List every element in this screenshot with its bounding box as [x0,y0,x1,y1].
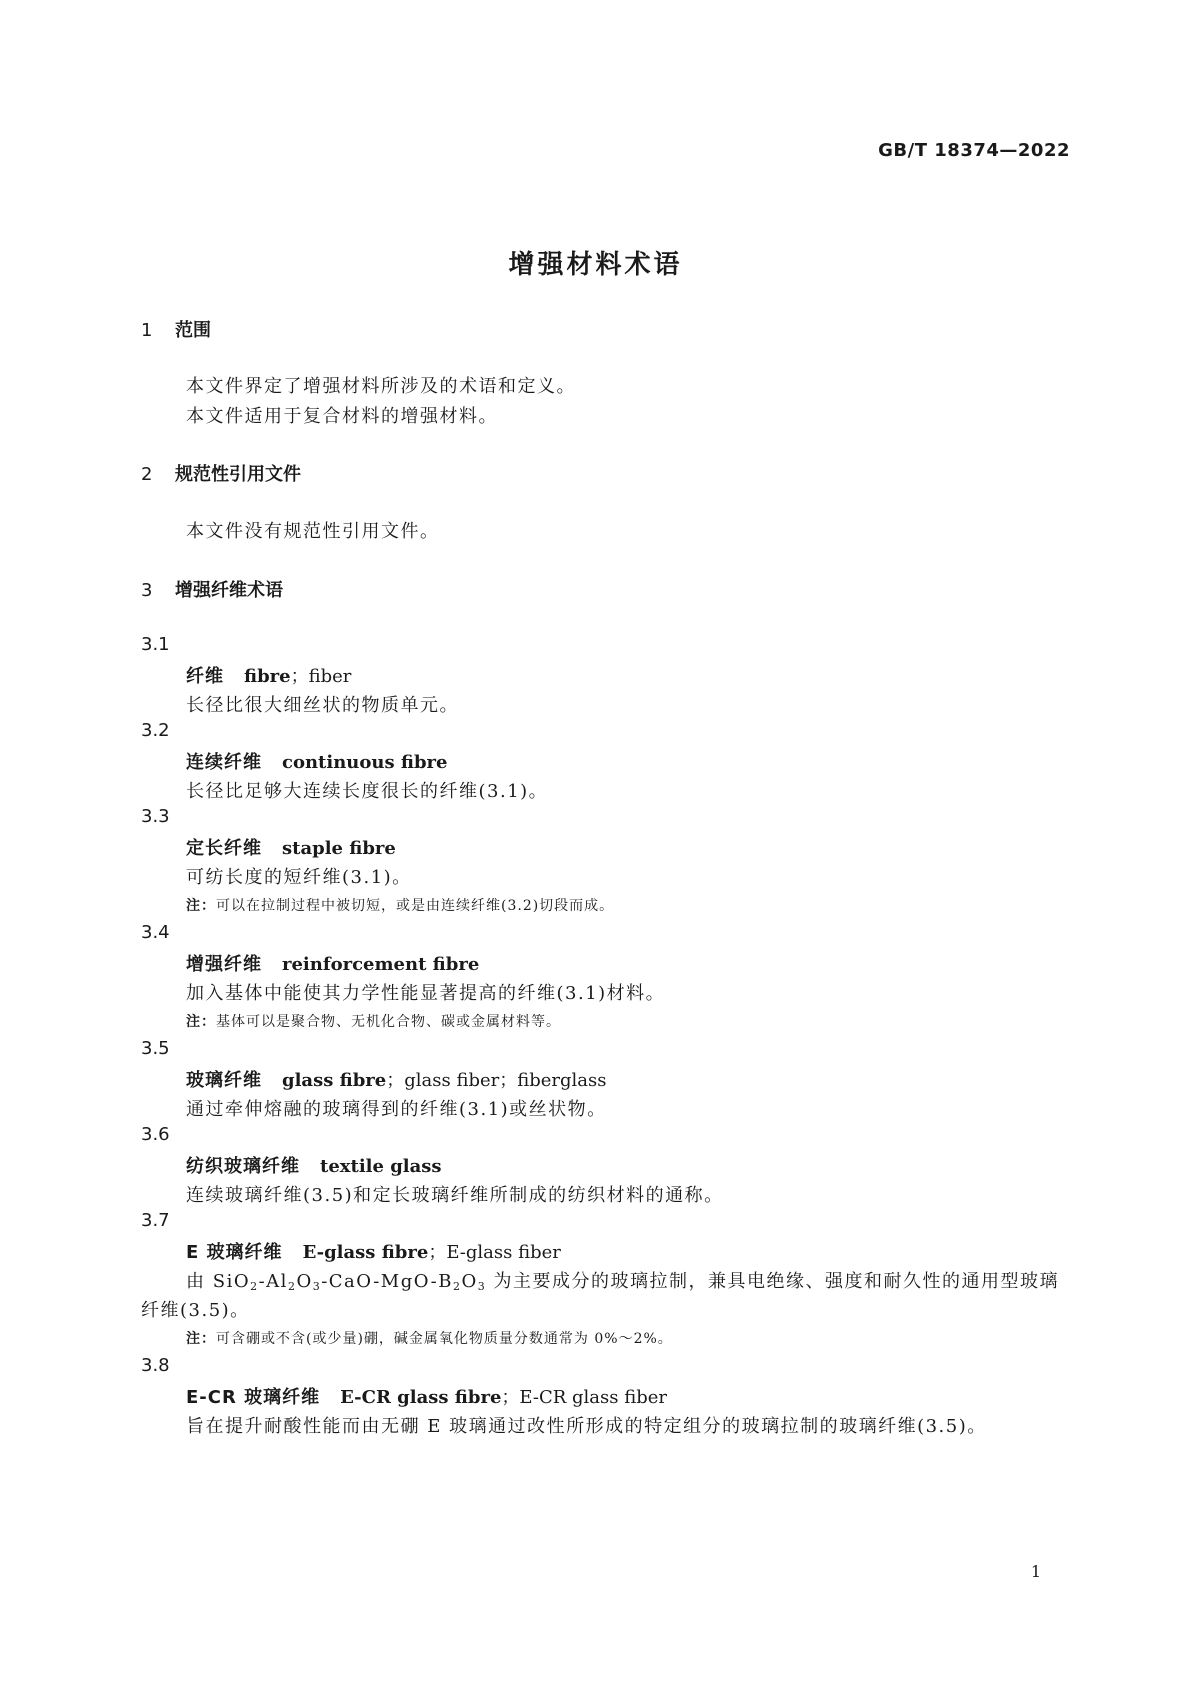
term-entry [186,662,351,688]
term-entry [186,748,447,774]
term-number: 3.7 [141,1210,170,1231]
term-alt: ；E-glass fiber [428,1242,561,1263]
term-entry [186,1152,442,1178]
section-number: 3 [141,580,153,601]
section-title: 范围 [175,320,211,341]
term-entry [186,834,396,860]
term-en: continuous fibre [282,752,448,773]
term-en: staple fibre [282,838,396,859]
term-alt: ；glass fiber；fiberglass [386,1070,607,1091]
term-en: reinforcement fibre [282,954,480,975]
term-definition: 旨在提升耐酸性能而由无硼 E 玻璃通过改性所形成的特定组分的玻璃拉制的玻璃纤维(3.5)。 [186,1416,987,1437]
section-1-heading [141,316,211,342]
term-definition: 连续玻璃纤维(3.5)和定长玻璃纤维所制成的纺织材料的通称。 [186,1185,724,1206]
document-title: 增强材料术语 [508,250,683,280]
term-number: 3.5 [141,1038,170,1059]
note-text: 基体可以是聚合物、无机化合物、碳或金属材料等。 [216,1014,561,1030]
term-number: 3.1 [141,634,170,655]
term-definition [186,1267,1059,1293]
term-definition: 长径比很大细丝状的物质单元。 [186,695,459,716]
term-zh: 增强纤维 [186,954,262,975]
term-zh: E 玻璃纤维 [186,1242,283,1263]
note-label: 注： [186,898,216,914]
standard-code: GB/T 18374—2022 [878,140,1070,161]
definition-text: 为主要成分的玻璃拉制，兼具电绝缘、强度和耐久性的通用型玻璃 [486,1271,1059,1292]
term-zh: 定长纤维 [186,838,262,859]
term-number: 3.4 [141,922,170,943]
term-en: glass fibre [282,1070,387,1091]
term-en: textile glass [320,1156,442,1177]
definition-text: 由 [186,1271,213,1292]
term-definition: 长径比足够大连续长度很长的纤维(3.1)。 [186,781,549,802]
section-title: 规范性引用文件 [175,464,301,485]
term-alt: ；E-CR glass fiber [501,1387,668,1408]
section-title: 增强纤维术语 [175,580,283,601]
term-number: 3.3 [141,806,170,827]
term-zh: 连续纤维 [186,752,262,773]
section-2-heading [141,460,301,486]
term-zh: 玻璃纤维 [186,1070,262,1091]
section-3-heading [141,576,283,602]
section-number: 1 [141,320,153,341]
term-number: 3.6 [141,1124,170,1145]
term-definition: 加入基体中能使其力学性能显著提高的纤维(3.1)材料。 [186,983,666,1004]
term-number: 3.2 [141,720,170,741]
paragraph: 本文件没有规范性引用文件。 [186,521,440,542]
term-number: 3.8 [141,1355,170,1376]
term-entry [186,1238,561,1264]
note-text: 可以在拉制过程中被切短，或是由连续纤维(3.2)切段而成。 [216,898,615,914]
term-zh: 纺织玻璃纤维 [186,1156,300,1177]
term-definition-continued: 纤维(3.5)。 [141,1300,250,1321]
term-entry [186,1066,607,1092]
term-zh: E-CR 玻璃纤维 [186,1387,321,1408]
term-zh: 纤维 [186,666,224,687]
term-definition: 可纺长度的短纤维(3.1)。 [186,867,412,888]
note-label: 注： [186,1331,216,1347]
paragraph: 本文件适用于复合材料的增强材料。 [186,406,498,427]
term-note [186,895,614,915]
term-alt: ；fiber [290,666,352,687]
page-number: 1 [1030,1562,1041,1581]
note-text: 可含硼或不含(或少量)硼，碱金属氧化物质量分数通常为 0%～2%。 [216,1331,673,1347]
term-en: E-CR glass fibre [340,1387,502,1408]
term-entry [186,1383,667,1409]
term-note [186,1328,673,1348]
term-en: E-glass fibre [302,1242,429,1263]
term-definition: 通过牵伸熔融的玻璃得到的纤维(3.1)或丝状物。 [186,1099,607,1120]
term-en: fibre [244,666,291,687]
chemical-formula: $SiO_2-Al_2O_3-CaO-MgO-B_2O_3$ [212,1271,487,1293]
note-label: 注： [186,1014,216,1030]
paragraph: 本文件界定了增强材料所涉及的术语和定义。 [186,376,576,397]
term-entry [186,950,479,976]
section-number: 2 [141,464,153,485]
term-note [186,1011,561,1031]
